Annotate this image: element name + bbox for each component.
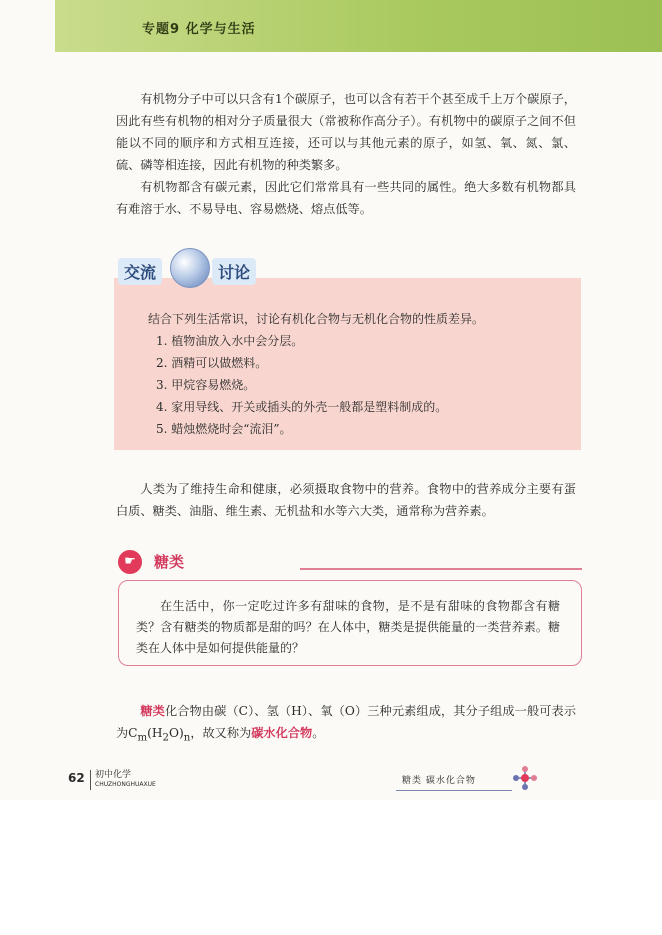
discussion-label-left: 交流 xyxy=(118,258,162,285)
discussion-intro: 结合下列生活常识，讨论有机化合物与无机化合物的性质差异。 xyxy=(148,312,485,326)
discussion-item: 2. 酒精可以做燃料。 xyxy=(156,356,268,370)
molecule-icon xyxy=(508,764,542,792)
discussion-badge xyxy=(112,248,272,292)
footer-rule xyxy=(396,790,512,791)
discussion-item: 5. 蜡烛燃烧时会“流泪”。 xyxy=(156,422,292,436)
section-title: 糖类 xyxy=(154,553,185,571)
discussion-item: 3. 甲烷容易燃烧。 xyxy=(156,378,256,392)
keyword-sugar: 糖类 xyxy=(140,704,165,718)
discussion-list xyxy=(156,330,447,440)
chapter-title: 专题9 化学与生活 xyxy=(142,22,256,37)
paragraph-nutrients: 人类为了维持生命和健康，必须摄取食物中的营养。食物中的营养成分主要有蛋白质、糖类、油脂、维生素、无机盐和水等六大类，通常称为营养素。 xyxy=(116,482,576,518)
discussion-orb-icon xyxy=(170,248,210,288)
book-label: 初中化学 CHUZHONGHUAXUE xyxy=(90,770,156,790)
pointing-hand-icon: ☛ xyxy=(118,550,142,574)
think-box-text: 在生活中，你一定吃过许多有甜味的食物，是不是有甜味的食物都含有糖类？含有糖类的物质都是甜的吗？在人体中，糖类是提供能量的一类营养素。糖类在人体中是如何提供能量的？ xyxy=(136,599,560,655)
discussion-label-right: 讨论 xyxy=(212,258,256,285)
discussion-item: 1. 植物油放入水中会分层。 xyxy=(156,334,304,348)
paragraph-sugar-definition: 糖类化合物由碳（C）、氢（H）、氧（O）三种元素组成，其分子组成一般可表示为$C_m(H_2O)_n$，故又称为碳水化合物。 xyxy=(116,704,577,744)
section-divider xyxy=(300,568,582,570)
discussion-item: 4. 家用导线、开关或插头的外壳一般都是塑料制成的。 xyxy=(156,400,448,414)
footer-keywords: 糖类 碳水化合物 xyxy=(402,776,476,786)
paragraph-organic-molecules: 有机物分子中可以只含有1个碳原子，也可以含有若干个甚至成千上万个碳原子，因此有些有机物的相对分子质量很大（常被称作高分子）。有机物中的碳原子之间不但能以不同的顺序和方式相互连接，还可以与其他元素的原子，如氢、氧、氮、氯、硫、磷等相连接，因此有机物的种类繁多。 xyxy=(116,92,576,172)
paragraph-organic-properties: 有机物都含有碳元素，因此它们常常具有一些共同的属性。绝大多数有机物都具有难溶于水、不易导电、容易燃烧、熔点低等。 xyxy=(116,180,576,216)
page-number: 62 xyxy=(68,771,85,785)
keyword-carbohydrate: 碳水化合物 xyxy=(251,726,313,740)
section-heading-sugar xyxy=(118,548,268,578)
